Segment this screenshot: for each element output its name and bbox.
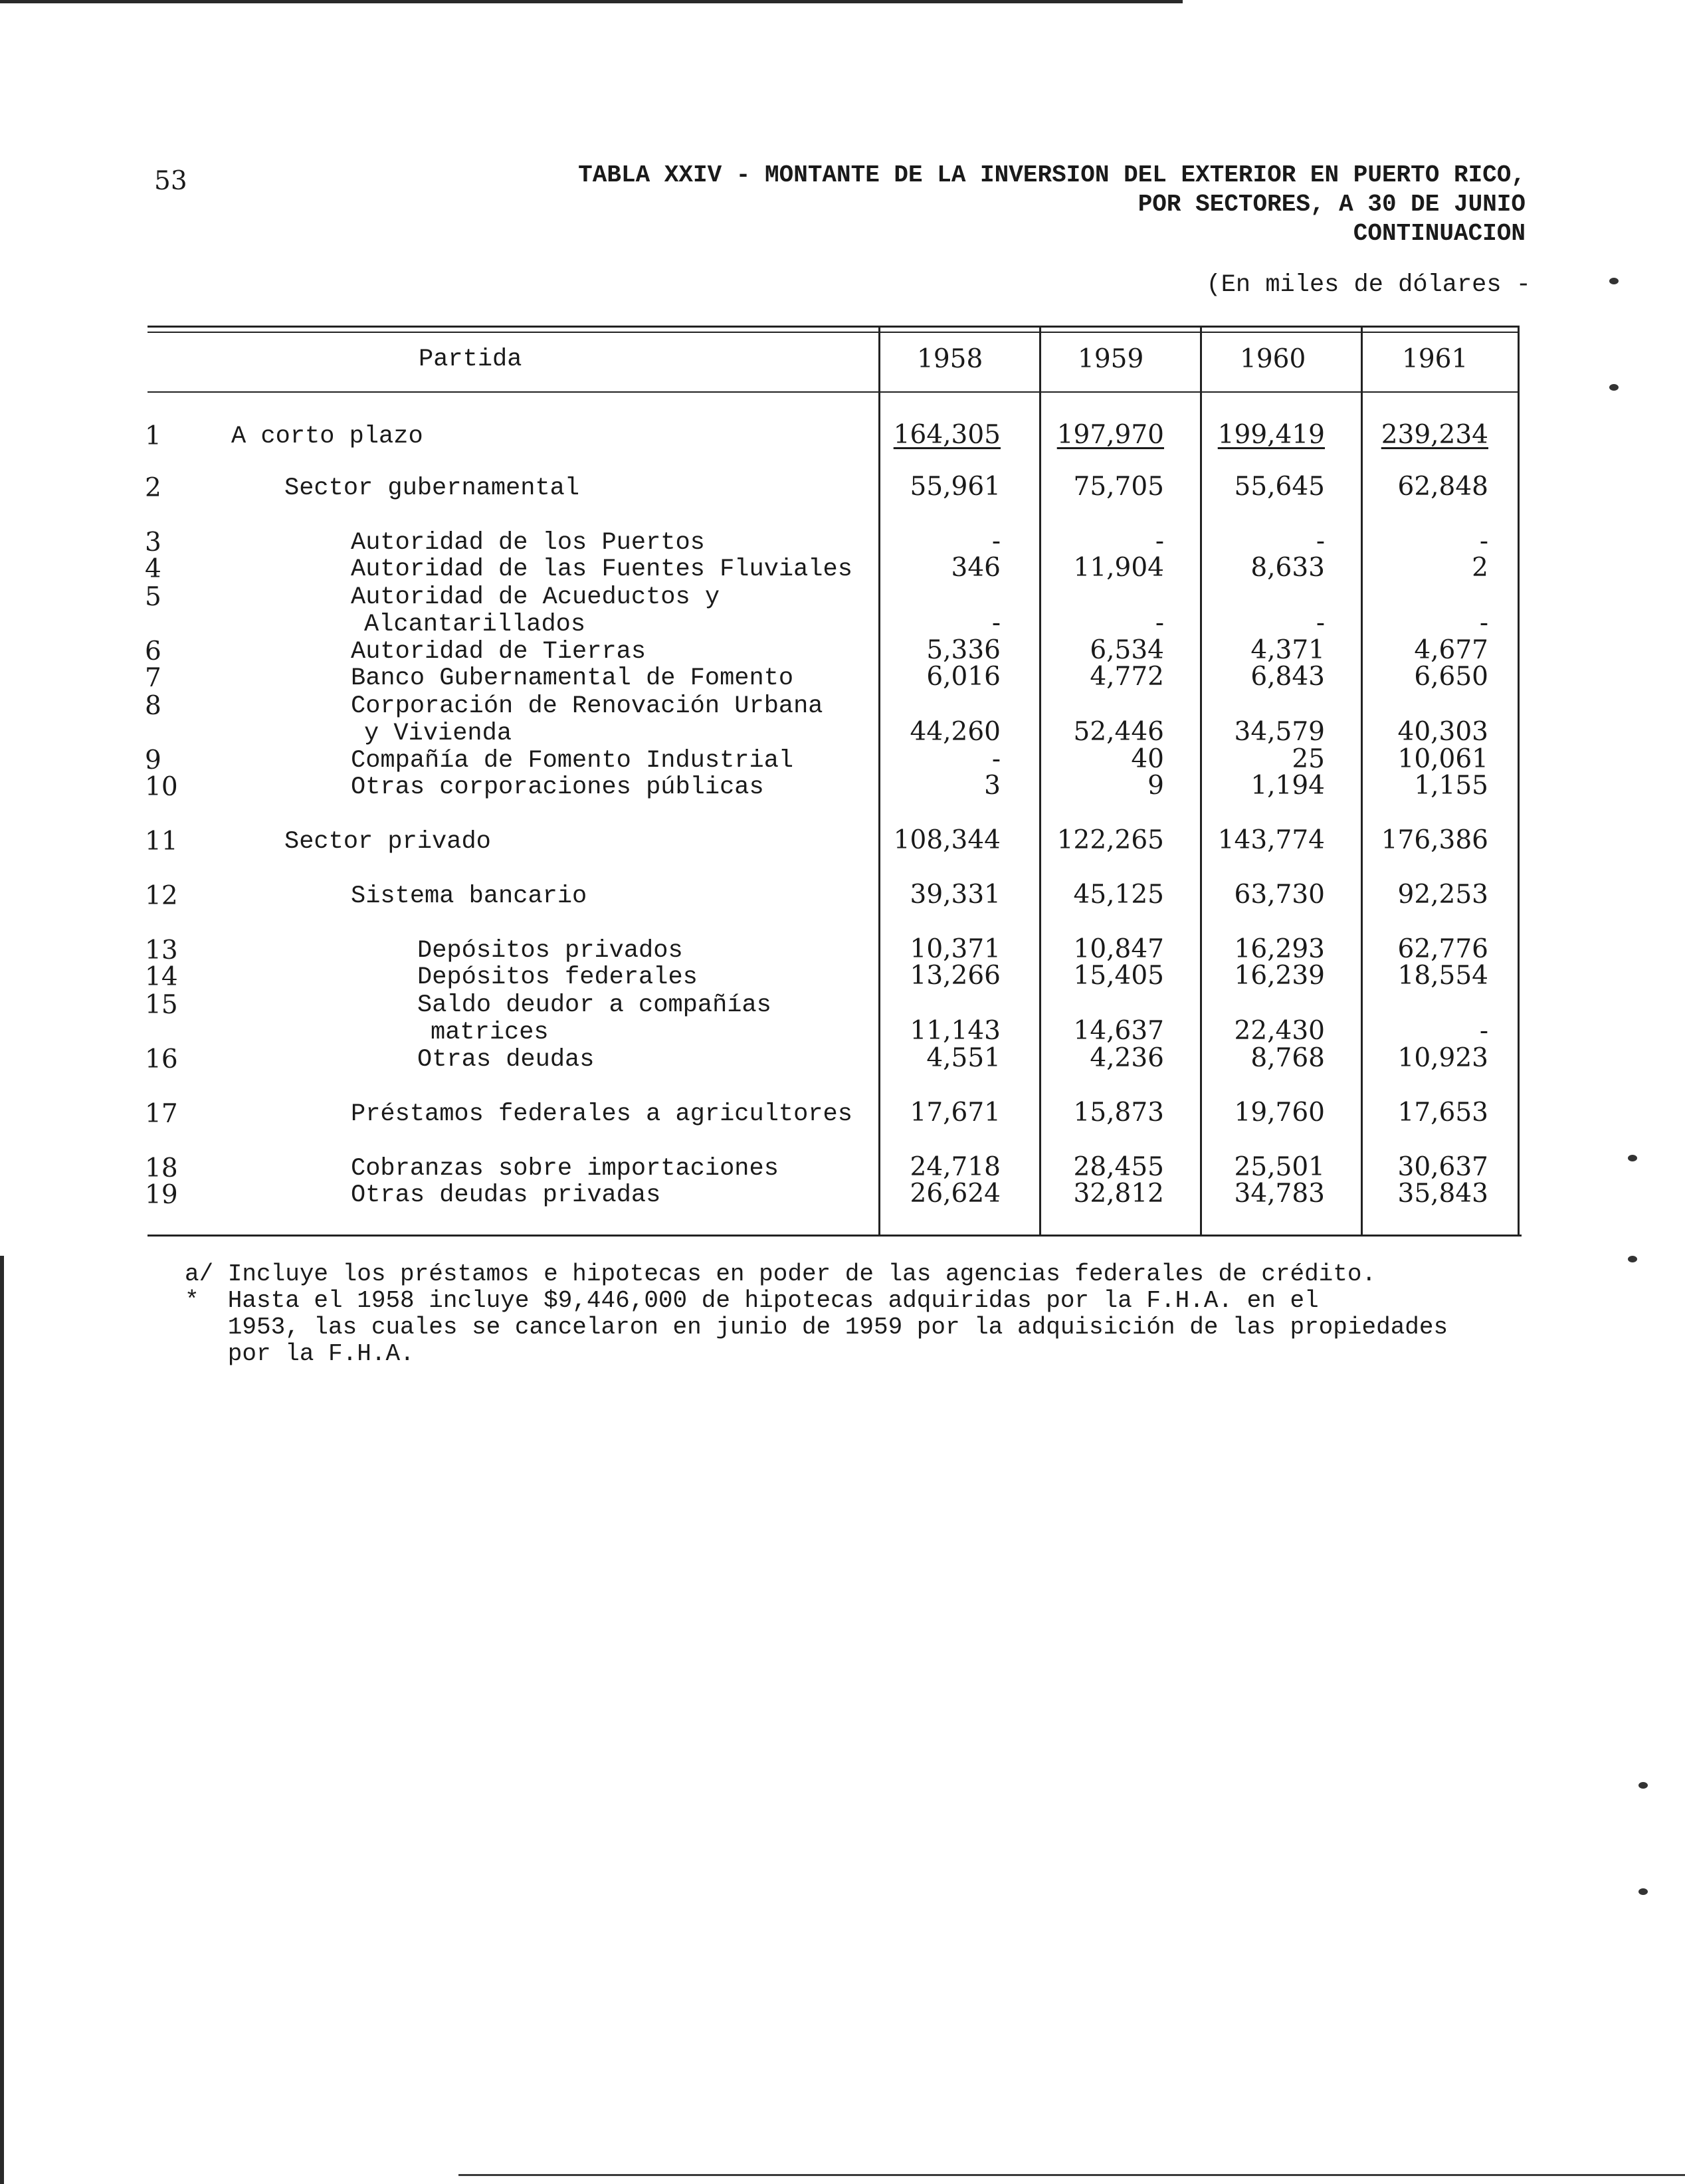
value-1959: - [1155, 608, 1164, 638]
value-1959: 32,812 [1073, 1179, 1164, 1209]
row-label: Depósitos federales [417, 963, 698, 991]
value-1958: 346 [951, 553, 1001, 583]
row-label: Autoridad de las Fuentes Fluviales [351, 555, 852, 583]
footnote-a: a/ Incluye los préstamos e hipotecas en poder de las agencias federales de crédito. [185, 1260, 1377, 1288]
scan-speck [1638, 1782, 1648, 1789]
value-1961: 1,155 [1414, 771, 1488, 801]
row-number: 19 [145, 1180, 178, 1210]
row-label: Cobranzas sobre importaciones [351, 1155, 779, 1183]
value-1959: 40 [1131, 744, 1164, 774]
row-label: Préstamos federales a agricultores [351, 1100, 852, 1128]
value-1961: - [1479, 526, 1488, 556]
value-1961: 62,776 [1397, 934, 1488, 964]
row-number: 16 [145, 1044, 178, 1074]
header-year-1960: 1960 [1240, 344, 1306, 374]
value-1959: 11,904 [1073, 553, 1164, 583]
header-year-1959: 1959 [1078, 344, 1144, 374]
table-rule-top-inner [148, 332, 1519, 333]
row-label: Banco Gubernamental de Fomento [351, 664, 794, 692]
row-number: 8 [145, 691, 161, 721]
row-number: 15 [145, 990, 178, 1020]
scan-edge-left [0, 1256, 4, 2184]
table-col-divider [1518, 326, 1520, 1236]
scan-speck [1609, 278, 1619, 284]
value-1958: 17,671 [910, 1098, 1001, 1128]
value-1960: 16,239 [1234, 961, 1325, 991]
row-number: 14 [145, 962, 178, 992]
title-line: TABLA XXIV - MONTANTE DE LA INVERSION DEL EXTERIOR EN PUERTO RICO, [578, 161, 1526, 189]
row-label: Sector privado [284, 828, 491, 856]
value-1960: 143,774 [1217, 825, 1325, 855]
value-1958: 13,266 [910, 961, 1001, 991]
table-rule-header [148, 391, 1519, 393]
value-1960: 34,579 [1234, 717, 1325, 747]
value-1961: 92,253 [1397, 880, 1488, 910]
value-1958: 11,143 [910, 1016, 1001, 1046]
value-1959: 28,455 [1073, 1152, 1164, 1182]
header-year-1958: 1958 [917, 344, 983, 374]
value-1960: 34,783 [1234, 1179, 1325, 1209]
value-1959: - [1155, 526, 1164, 556]
row-number: 4 [145, 554, 161, 584]
row-label: Otras corporaciones públicas [351, 773, 764, 801]
value-1959: 10,847 [1073, 934, 1164, 964]
value-1958: - [991, 744, 1001, 774]
scan-speck [1638, 1888, 1648, 1895]
scan-edge-bottom [458, 2174, 1685, 2176]
row-number: 9 [145, 745, 161, 775]
value-1958: 26,624 [910, 1179, 1001, 1209]
row-label: Otras deudas [417, 1046, 595, 1074]
value-1959: 9 [1147, 771, 1164, 801]
value-1959: 122,265 [1056, 825, 1164, 855]
table-rule-bottom [148, 1235, 1522, 1237]
value-1960: 55,645 [1234, 472, 1325, 502]
value-1961: 17,653 [1397, 1098, 1488, 1128]
value-1961: 40,303 [1397, 717, 1488, 747]
row-number: 1 [145, 421, 161, 451]
row-label-continued: y Vivienda [364, 720, 512, 747]
units-note: (En miles de dólares - [1206, 271, 1531, 299]
value-1960: 19,760 [1234, 1098, 1325, 1128]
row-number: 18 [145, 1153, 178, 1183]
value-1959: 52,446 [1073, 717, 1164, 747]
row-label: Sector gubernamental [284, 474, 580, 502]
value-1959: 45,125 [1073, 880, 1164, 910]
value-1961: 239,234 [1381, 420, 1488, 450]
row-number: 6 [145, 637, 161, 666]
value-1958: 5,336 [926, 635, 1001, 665]
row-label: A corto plazo [231, 423, 423, 450]
value-1960: 63,730 [1234, 880, 1325, 910]
value-1961: 6,650 [1414, 662, 1488, 692]
row-number: 5 [145, 582, 161, 612]
row-label: Autoridad de los Puertos [351, 529, 705, 557]
footnote-star-line: 1953, las cuales se cancelaron en junio de 1959 por la adquisición de las propiedades [185, 1314, 1448, 1341]
value-1960: 22,430 [1234, 1016, 1325, 1046]
value-1961: 62,848 [1397, 472, 1488, 502]
footnote-star-line: * Hasta el 1958 incluye $9,446,000 de hipotecas adquiridas por la F.H.A. en el [185, 1287, 1319, 1314]
value-1961: - [1479, 608, 1488, 638]
value-1959: 15,405 [1073, 961, 1164, 991]
page-number: 53 [154, 166, 187, 196]
row-label: Compañía de Fomento Industrial [351, 747, 794, 775]
row-number: 7 [145, 663, 161, 693]
row-number: 12 [145, 881, 178, 911]
value-1958: 55,961 [910, 472, 1001, 502]
value-1958: 6,016 [926, 662, 1001, 692]
value-1959: 75,705 [1073, 472, 1164, 502]
value-1961: 10,061 [1397, 744, 1488, 774]
value-1960: 199,419 [1217, 420, 1325, 450]
scan-speck [1628, 1155, 1637, 1161]
row-number: 10 [145, 772, 178, 802]
row-label-continued: Alcantarillados [364, 611, 586, 639]
scan-edge-top [0, 0, 1183, 3]
value-1959: 197,970 [1056, 420, 1164, 450]
value-1959: 15,873 [1073, 1098, 1164, 1128]
value-1961: 4,677 [1414, 635, 1488, 665]
row-number: 3 [145, 528, 161, 557]
value-1961: 18,554 [1397, 961, 1488, 991]
title-line: POR SECTORES, A 30 DE JUNIO [1138, 191, 1526, 218]
value-1960: - [1316, 526, 1325, 556]
value-1958: - [991, 526, 1001, 556]
row-label: Otras deudas privadas [351, 1181, 661, 1209]
row-label: Sistema bancario [351, 882, 587, 910]
value-1960: 1,194 [1250, 771, 1325, 801]
value-1960: 16,293 [1234, 934, 1325, 964]
value-1958: 164,305 [893, 420, 1001, 450]
row-number: 17 [145, 1099, 178, 1129]
row-label: Corporación de Renovación Urbana [351, 692, 823, 720]
value-1958: 10,371 [910, 934, 1001, 964]
row-label: Autoridad de Acueductos y [351, 583, 720, 611]
row-number: 13 [145, 936, 178, 965]
table-rule-top [148, 326, 1519, 328]
value-1958: 4,551 [926, 1043, 1001, 1073]
value-1960: 8,633 [1250, 553, 1325, 583]
row-label: Autoridad de Tierras [351, 638, 646, 666]
value-1958: 3 [984, 771, 1001, 801]
footnote-star-line: por la F.H.A. [185, 1340, 415, 1367]
row-label: Saldo deudor a compañías [417, 991, 771, 1019]
scan-speck [1628, 1256, 1637, 1262]
value-1961: 35,843 [1397, 1179, 1488, 1209]
footnotes [185, 1261, 1448, 1367]
value-1960: - [1316, 608, 1325, 638]
value-1961: 2 [1472, 553, 1488, 583]
value-1959: 4,236 [1090, 1043, 1164, 1073]
value-1961: - [1479, 1016, 1488, 1046]
value-1961: 30,637 [1397, 1152, 1488, 1182]
value-1960: 4,371 [1250, 635, 1325, 665]
title-line: CONTINUACION [1353, 220, 1526, 247]
value-1958: 24,718 [910, 1152, 1001, 1182]
value-1958: 108,344 [893, 825, 1001, 855]
header-year-1961: 1961 [1402, 344, 1468, 374]
value-1961: 10,923 [1397, 1043, 1488, 1073]
value-1958: 39,331 [910, 880, 1001, 910]
value-1960: 6,843 [1250, 662, 1325, 692]
page-title [578, 161, 1526, 248]
value-1960: 8,768 [1250, 1043, 1325, 1073]
row-label-continued: matrices [431, 1019, 549, 1046]
row-number: 11 [145, 827, 178, 856]
value-1960: 25 [1292, 744, 1325, 774]
row-number: 2 [145, 473, 161, 503]
value-1959: 14,637 [1073, 1016, 1164, 1046]
value-1960: 25,501 [1234, 1152, 1325, 1182]
scan-speck [1609, 384, 1619, 391]
value-1958: - [991, 608, 1001, 638]
row-label: Depósitos privados [417, 937, 683, 965]
header-partida: Partida [419, 346, 522, 373]
value-1959: 4,772 [1090, 662, 1164, 692]
value-1958: 44,260 [910, 717, 1001, 747]
value-1959: 6,534 [1090, 635, 1164, 665]
value-1961: 176,386 [1381, 825, 1488, 855]
